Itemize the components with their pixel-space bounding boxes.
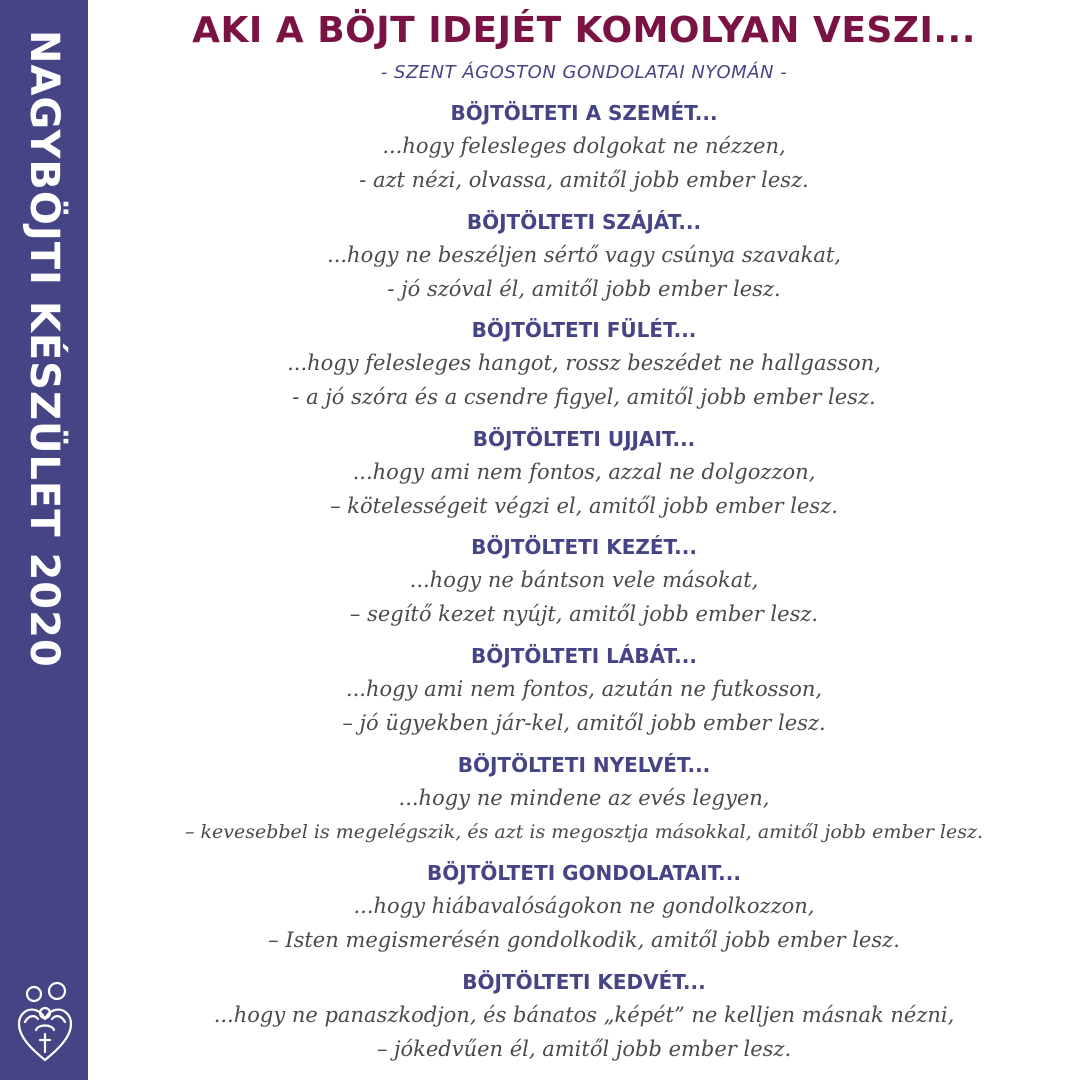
heart-family-cross-icon [16,982,74,1064]
section-line: ...hogy ami nem fontos, azután ne futkosson, [345,676,823,701]
section-line: ...hogy ne beszéljen sértő vagy csúnya szavakat, [327,242,841,267]
section-line: ...hogy felesleges dolgokat ne nézzen, [382,134,786,158]
section-ears [88,314,1080,423]
section-line: – segítő kezet nyújt, amitől jobb ember lesz. [349,602,819,627]
section-mouth [88,206,1080,315]
section-feet [88,640,1080,749]
page-title: AKI A BÖJT IDEJÉT KOMOLYAN VESZI... [192,10,976,51]
section-heading: BÖJTÖLTETI NYELVÉT... [457,752,711,777]
section-heading: BÖJTÖLTETI A SZEMÉT... [450,101,718,125]
section-line: ...hogy ne mindene az evés legyen, [398,785,770,810]
sections-list [88,97,1080,1074]
section-line: ...hogy hiábavalóságokon ne gondolkozzon, [353,894,815,919]
section-line: – Isten megismerésén gondolkodik, amitől jobb ember lesz. [268,928,900,953]
page-subtitle: - SZENT ÁGOSTON GONDOLATAI NYOMÁN - [380,62,788,83]
section-line: – kevesebbel is megelégszik, és azt is megosztja másokkal, amitől jobb ember lesz. [184,820,984,843]
section-line: – jókedvűen él, amitől jobb ember lesz. [376,1036,792,1061]
section-heading: BÖJTÖLTETI KEDVÉT... [462,969,706,994]
section-line: - azt nézi, olvassa, amitől jobb ember lesz. [359,168,809,192]
section-tongue [88,749,1080,858]
section-heading: BÖJTÖLTETI LÁBÁT... [471,643,697,668]
section-line: – jó ügyekben jár-kel, amitől jobb ember lesz. [342,710,826,735]
sidebar [0,0,88,1080]
section-line: - a jó szóra és a csendre figyel, amitől jobb ember lesz. [292,385,876,410]
section-eyes [88,97,1080,206]
section-line: - jó szóval él, amitől jobb ember lesz. [387,276,781,301]
section-line: ...hogy felesleges hangot, rossz beszédet ne hallgasson, [287,351,881,376]
section-heading: BÖJTÖLTETI FÜLÉT... [471,318,697,343]
section-heading: BÖJTÖLTETI SZÁJÁT... [466,209,702,234]
section-line: – kötelességeit végzi el, amitől jobb ember lesz. [330,493,838,518]
sidebar-title: NAGYBÖJTI KÉSZÜLET 2020 [21,30,67,668]
section-thoughts [88,857,1080,966]
section-line: ...hogy ami nem fontos, azzal ne dolgozzon, [352,459,816,484]
content [88,0,1080,1080]
section-mood [88,966,1080,1075]
section-fingers [88,423,1080,532]
section-heading: BÖJTÖLTETI GONDOLATAIT... [427,861,741,886]
section-heading: BÖJTÖLTETI KEZÉT... [471,535,697,560]
section-hands [88,531,1080,640]
section-heading: BÖJTÖLTETI UJJAIT... [472,426,696,451]
section-line: ...hogy ne panaszkodjon, és bánatos „képét” ne kelljen másnak nézni, [213,1002,955,1027]
section-line: ...hogy ne bántson vele másokat, [409,568,759,593]
